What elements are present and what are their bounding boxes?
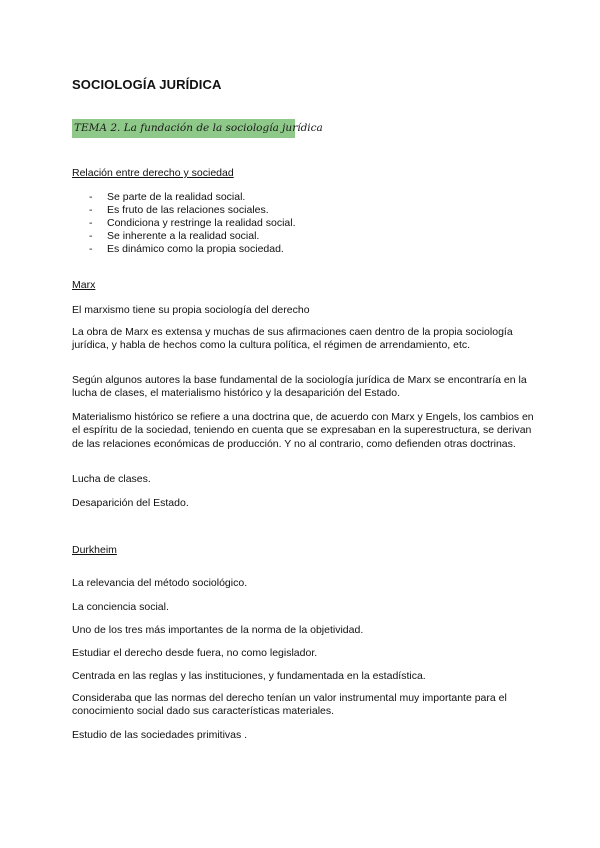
marx-paragraph-3: Según algunos autores la base fundamental de la sociología jurídica de Marx se encontraría en la lucha de clases, el materialismo histórico y la desaparición del Estado. <box>72 374 527 400</box>
bullet-marker: - <box>89 204 93 216</box>
bullet-marker: - <box>89 230 93 242</box>
marx-paragraph-5: Lucha de clases. <box>72 473 151 485</box>
marx-paragraph-1: El marxismo tiene su propia sociología del derecho <box>72 304 310 316</box>
durkheim-paragraph-5: Centrada en las reglas y las instituciones, y fundamentada en la estadística. <box>72 670 426 682</box>
list-item <box>72 230 296 243</box>
marx-paragraph-2: La obra de Marx es extensa y muchas de sus afirmaciones caen dentro de la propia sociología jurídica, y habla de hechos como la cultura política, el régimen de arrendamiento, etc. <box>72 326 513 352</box>
bullet-marker: - <box>89 217 93 229</box>
list-item <box>72 217 296 230</box>
list-item-text: Se inherente a la realidad social. <box>107 230 260 242</box>
section-heading-marx: Marx <box>72 279 96 291</box>
bullet-marker: - <box>89 243 93 255</box>
durkheim-paragraph-6: Consideraba que las normas del derecho tenían un valor instrumental muy importante para el conocimiento social dado sus características materiales. <box>72 692 507 718</box>
list-item <box>72 204 296 217</box>
document-title: SOCIOLOGÍA JURÍDICA <box>72 77 222 92</box>
list-item-text: Es fruto de las relaciones sociales. <box>107 204 269 216</box>
marx-paragraph-6: Desaparición del Estado. <box>72 497 189 509</box>
section-heading-relacion: Relación entre derecho y sociedad <box>72 167 234 179</box>
durkheim-paragraph-7: Estudio de las sociedades primitivas . <box>72 729 248 741</box>
tema-highlight-heading: TEMA 2. La fundación de la sociología jurídica <box>72 119 295 138</box>
relacion-bullet-list <box>72 191 296 256</box>
bullet-marker: - <box>89 191 93 203</box>
section-heading-durkheim: Durkheim <box>72 544 117 556</box>
list-item-text: Se parte de la realidad social. <box>107 191 246 203</box>
durkheim-paragraph-2: La conciencia social. <box>72 601 169 613</box>
list-item-text: Es dinámico como la propia sociedad. <box>107 243 284 255</box>
list-item <box>72 243 296 256</box>
list-item-text: Condiciona y restringe la realidad social. <box>107 217 296 229</box>
durkheim-paragraph-3: Uno de los tres más importantes de la norma de la objetividad. <box>72 624 364 636</box>
list-item <box>72 191 296 204</box>
durkheim-paragraph-4: Estudiar el derecho desde fuera, no como legislador. <box>72 647 318 659</box>
durkheim-paragraph-1: La relevancia del método sociológico. <box>72 577 248 589</box>
marx-paragraph-4: Materialismo histórico se refiere a una doctrina que, de acuerdo con Marx y Engels, los cambios en el espíritu de la sociedad, teniendo en cuenta que se expresaban en la superestructura, se derivan de las relaciones económicas de producción. Y no al contrario, como defienden otras doctrinas. <box>72 411 534 450</box>
